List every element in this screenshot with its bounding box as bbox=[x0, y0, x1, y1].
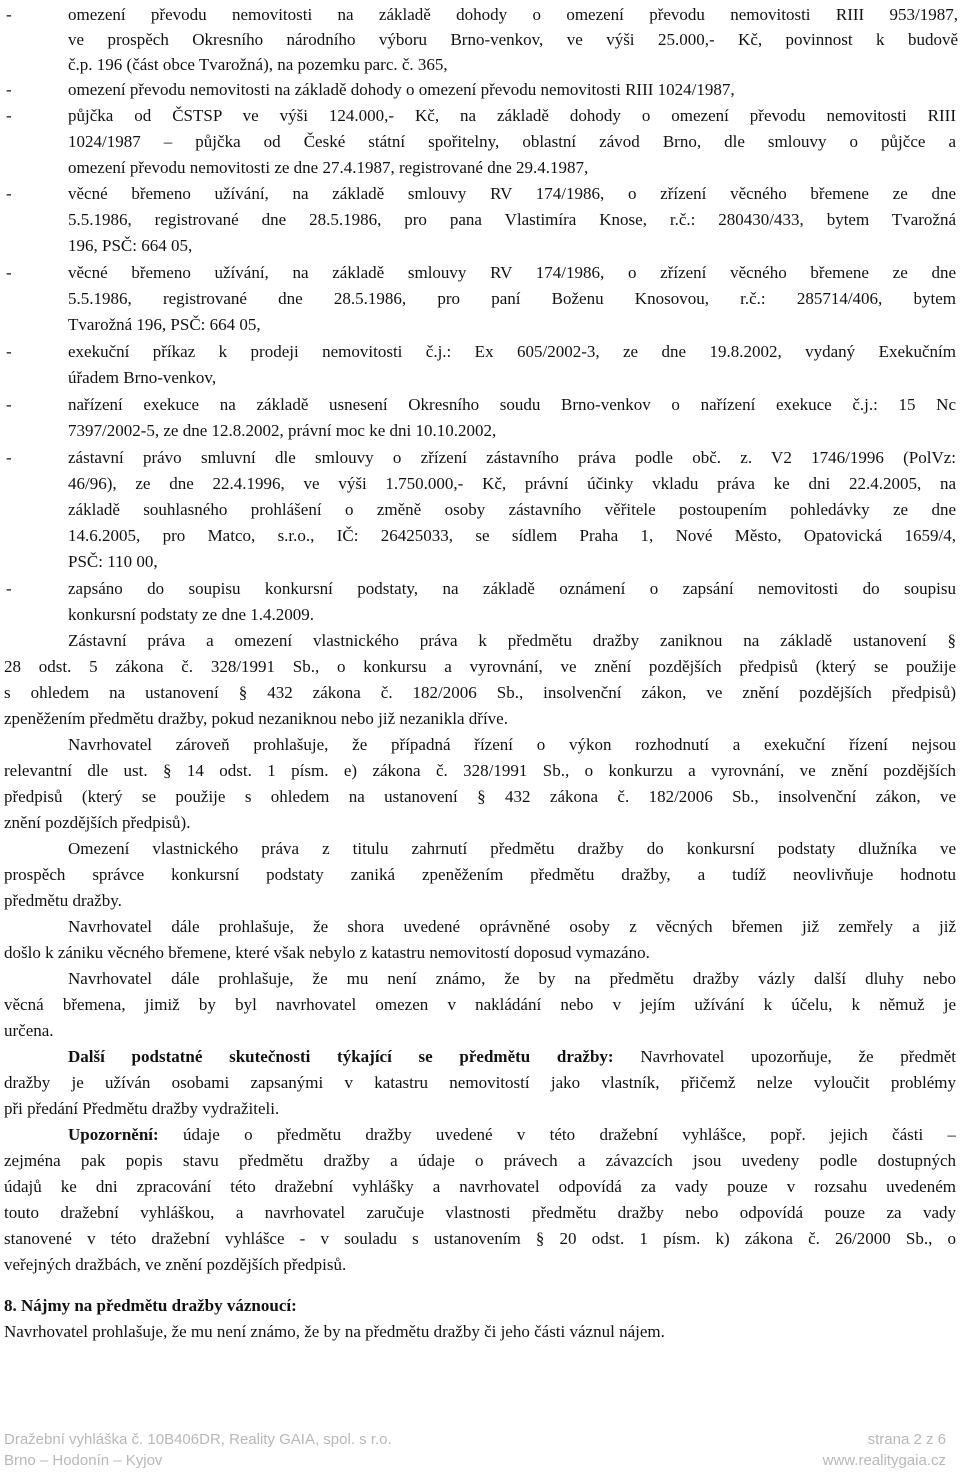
bullet-dash: - bbox=[6, 342, 12, 361]
text-line: exekuční příkaz k prodeji nemovitosti č.j.: Ex 605/2002-3, ze dne 19.8.2002, vydaný Exekučním bbox=[68, 342, 956, 361]
text-line: konkursní podstaty ze dne 1.4.2009. bbox=[68, 605, 314, 624]
warning-line: údajů ke dni zpracování této dražební vyhlášky a navrhovatel odpovídá za vady pouze v rozsahu uvedeném bbox=[4, 1177, 956, 1196]
text-line: s ohledem na ustanovení § 432 zákona č. 182/2006 Sb., insolvenční zákon, ve znění pozdějších předpisů) bbox=[4, 683, 956, 702]
text-line: předmětu dražby. bbox=[4, 891, 122, 910]
text-line: úřadem Brno-venkov, bbox=[68, 368, 217, 387]
text-line: 1024/1987 – půjčka od České státní spořitelny, oblastní závod Brno, dle smlouvy o půjčce a bbox=[68, 132, 956, 151]
text-line: 5.5.1986, registrované dne 28.5.1986, pro pana Vlastimíra Knose, r.č.: 280430/433, bytem Tvarožná bbox=[68, 210, 956, 229]
notice-line: při předání Předmětu dražby vydražiteli. bbox=[4, 1099, 280, 1118]
text-line: PSČ: 110 00, bbox=[68, 552, 158, 571]
notice-line: Další podstatné skutečnosti týkající se předmětu dražby: Navrhovatel upozorňuje, že předmět bbox=[68, 1047, 956, 1066]
text-line: došlo k zániku věcného břemene, které však nebylo z katastru nemovitostí doposud vymazáno. bbox=[4, 943, 650, 962]
text-line: Navrhovatel dále prohlašuje, že mu není známo, že by na předmětu dražby vázly další dluhy nebo bbox=[68, 969, 956, 988]
text-line: omezení převodu nemovitosti na základě dohody o omezení převodu nemovitosti RIII 1024/1987, bbox=[68, 80, 735, 99]
bullet-dash: - bbox=[6, 263, 12, 282]
footer-cities: Brno – Hodonín – Kyjov bbox=[4, 1452, 163, 1469]
text-line: Navrhovatel dále prohlašuje, že shora uvedené oprávněné osoby z věcných břemen již zemřely a již bbox=[68, 917, 956, 936]
text-line: zapsáno do soupisu konkursní podstaty, na základě oznámení o zapsání nemovitosti do soupisu bbox=[68, 579, 956, 598]
text-line: základě souhlasného prohlášení o změně osoby zástavního věřitele postoupením pohledávky ze dne bbox=[68, 500, 956, 519]
text-line: předpisů (který se použije s ohledem na ustanovení § 432 zákona č. 182/2006 Sb., insolvenční zákon, ve bbox=[4, 787, 956, 806]
section-8-text: Navrhovatel prohlašuje, že mu není známo, že by na předmětu dražby či jeho části váznul nájem. bbox=[4, 1322, 665, 1341]
text-line: č.p. 196 (část obce Tvarožná), na pozemku parc. č. 365, bbox=[68, 55, 448, 74]
section-8-heading: 8. Nájmy na předmětu dražby váznoucí: bbox=[4, 1296, 297, 1315]
warning-line: stanovené v této dražební vyhlášce - v souladu s ustanovením § 20 odst. 1 písm. k) zákona č. 26/2000 Sb., o bbox=[4, 1229, 956, 1248]
text-line: 7397/2002-5, ze dne 12.8.2002, právní moc ke dni 10.10.2002, bbox=[68, 421, 497, 440]
notice-line: dražby je užíván osobami zapsanými v katastru nemovitostí jako vlastník, přičemž nelze vyloučit problémy bbox=[4, 1073, 956, 1092]
warning-line: zejména pak popis stavu předmětu dražby a údaje o právech a závazcích jsou uvedeny podle dostupných bbox=[4, 1151, 956, 1170]
bullet-dash: - bbox=[6, 80, 12, 99]
text-line: zástavní právo smluvní dle smlouvy o zřízení zástavního práva podle obč. z. V2 1746/1996 (PolVz: bbox=[68, 448, 956, 467]
text-line: 5.5.1986, registrované dne 28.5.1986, pro paní Boženu Knosovou, r.č.: 285714/406, bytem bbox=[68, 289, 956, 308]
warning-line: touto dražební vyhláškou, a navrhovatel zaručuje vlastnosti předmětu dražby nebo odpovídá pouze za vady bbox=[4, 1203, 956, 1222]
text-line: relevantní dle ust. § 14 odst. 1 písm. e) zákona č. 328/1991 Sb., o konkurzu a vyrovnání, ve znění pozdějších bbox=[4, 761, 956, 780]
text-line: půjčka od ČSTSP ve výši 124.000,- Kč, na základě dohody o omezení převodu nemovitosti RIII bbox=[68, 106, 956, 125]
text-line: omezení převodu nemovitosti ze dne 27.4.1987, registrované dne 29.4.1987, bbox=[68, 158, 589, 177]
text-line: 14.6.2005, pro Matco, s.r.o., IČ: 26425033, se sídlem Praha 1, Nové Město, Opatovická 1659/4, bbox=[68, 526, 956, 545]
text-line: nařízení exekuce na základě usnesení Okresního soudu Brno-venkov o nařízení exekuce č.j.: 15 Nc bbox=[68, 395, 956, 414]
warning-line: Upozornění: údaje o předmětu dražby uvedené v této dražební vyhlášce, popř. jejich části – bbox=[68, 1125, 956, 1144]
bullet-dash: - bbox=[6, 106, 12, 125]
text-line: věcná břemena, jimiž by byl navrhovatel omezen v nakládání nebo v jejím užívání k účelu, k němuž je bbox=[4, 995, 956, 1014]
text-line: Zástavní práva a omezení vlastnického práva k předmětu dražby zaniknou na základě ustanovení § bbox=[68, 631, 956, 650]
footer-title: Dražební vyhláška č. 10B406DR, Reality GAIA, spol. s r.o. bbox=[4, 1431, 392, 1448]
footer-website: www.realitygaia.cz bbox=[822, 1452, 946, 1469]
text-line: věcné břemeno užívání, na základě smlouvy RV 174/1986, o zřízení věcného břemene ze dne bbox=[68, 263, 956, 282]
text-line: ve prospěch Okresního národního výboru Brno-venkov, ve výši 25.000,- Kč, povinnost k budově bbox=[68, 30, 958, 49]
text-line: zpeněžením předmětu dražby, pokud nezaniknou nebo již nezanikla dříve. bbox=[4, 709, 508, 728]
text-line: 196, PSČ: 664 05, bbox=[68, 236, 193, 255]
text-line: omezení převodu nemovitosti na základě dohody o omezení převodu nemovitosti RIII 953/1987, bbox=[68, 5, 958, 24]
text-line: Navrhovatel zároveň prohlašuje, že případná řízení o výkon rozhodnutí a exekuční řízení nejsou bbox=[68, 735, 956, 754]
text-line: prospěch správce konkursní podstaty zaniká zpeněžením předmětu dražby, a tudíž neovlivňuje hodnotu bbox=[4, 865, 956, 884]
text-line: Omezení vlastnického práva z titulu zahrnutí předmětu dražby do konkursní podstaty dlužníka ve bbox=[68, 839, 956, 858]
page-number: strana 2 z 6 bbox=[867, 1431, 946, 1448]
bullet-dash: - bbox=[6, 579, 12, 598]
bullet-dash: - bbox=[6, 5, 12, 24]
text-line: věcné břemeno užívání, na základě smlouvy RV 174/1986, o zřízení věcného břemene ze dne bbox=[68, 184, 956, 203]
text-line: 46/96), ze dne 22.4.1996, ve výši 1.750.000,- Kč, právní účinky vkladu práva ke dni 22.4.2005, na bbox=[68, 474, 956, 493]
bullet-dash: - bbox=[6, 448, 12, 467]
text-line: Tvarožná 196, PSČ: 664 05, bbox=[68, 315, 261, 334]
bullet-dash: - bbox=[6, 184, 12, 203]
text-line: určena. bbox=[4, 1021, 54, 1040]
text-line: znění pozdějších předpisů). bbox=[4, 813, 191, 832]
notice-heading: Další podstatné skutečnosti týkající se předmětu dražby: bbox=[68, 1047, 614, 1066]
text-line: 28 odst. 5 zákona č. 328/1991 Sb., o konkursu a vyrovnání, ve znění pozdějších předpisů (který se použije bbox=[4, 657, 956, 676]
warning-line: veřejných dražbách, ve znění pozdějších předpisů. bbox=[4, 1255, 347, 1274]
warning-heading: Upozornění: bbox=[68, 1125, 159, 1144]
bullet-dash: - bbox=[6, 395, 12, 414]
